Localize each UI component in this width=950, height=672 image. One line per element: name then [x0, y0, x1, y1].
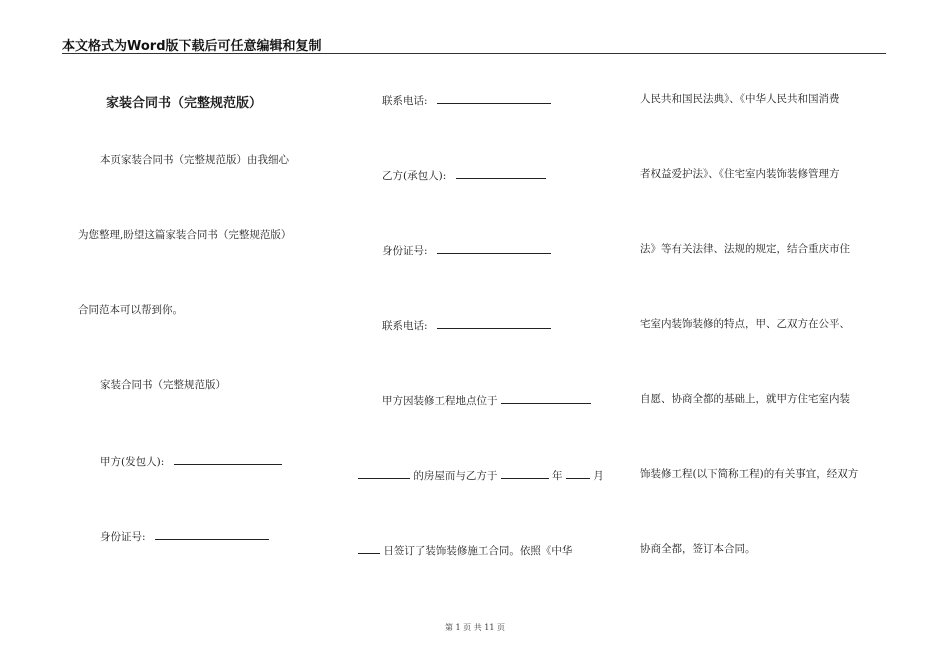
location-blank [501, 392, 591, 404]
party-a-label: 甲方(发包人): [100, 456, 165, 468]
sign-text: 日签订了装饰装修施工合同。依照《中华 [383, 545, 573, 557]
location-label: 甲方因装修工程地点位于 [382, 395, 498, 407]
month-label: 月 [593, 470, 604, 482]
law-line-1: 人民共和国民法典》、《中华人民共和国消费 [640, 93, 840, 105]
sign-row [358, 542, 572, 558]
document-header [62, 35, 886, 54]
date-row [358, 467, 604, 483]
law-line-7: 协商全都，签订本合同。 [640, 543, 756, 555]
party-b-id-label: 身份证号: [382, 245, 428, 257]
location-row [382, 392, 591, 408]
party-b-phone-row [382, 317, 551, 333]
party-a-blank [174, 453, 282, 465]
party-b-id-blank [437, 242, 551, 254]
address-blank [358, 467, 410, 479]
day-blank [358, 542, 380, 554]
party-a-row [100, 453, 282, 469]
party-a-phone-blank [437, 92, 551, 104]
law-line-2: 者权益爱护法》、《住宅室内装饰装修管理方 [640, 168, 840, 180]
year-blank [501, 467, 549, 479]
party-a-phone-row [382, 92, 551, 108]
intro-line-3: 合同范本可以帮到你。 [78, 304, 183, 316]
date-label-a: 的房屋而与乙方于 [413, 470, 498, 482]
subtitle: 家装合同书（完整规范版） [100, 379, 226, 391]
month-blank [566, 467, 590, 479]
law-line-6: 饰装修工程(以下简称工程)的有关事宜，经双方 [640, 468, 859, 480]
intro-line-2: 为您整理,盼望这篇家装合同书（完整规范版） [78, 229, 292, 241]
party-b-phone-label: 联系电话: [382, 320, 428, 332]
law-line-5: 自愿、协商全都的基础上，就甲方住宅室内装 [640, 393, 850, 405]
law-line-3: 法》等有关法律、法规的规定，结合重庆市住 [640, 243, 850, 255]
party-a-id-label: 身份证号: [100, 531, 146, 543]
page-footer: 第 1 页 共 11 页 [445, 623, 505, 632]
party-b-label: 乙方(承包人): [382, 170, 447, 182]
law-line-4: 宅室内装饰装修的特点，甲、乙双方在公平、 [640, 318, 850, 330]
party-b-phone-blank [437, 317, 551, 329]
contract-title: 家装合同书（完整规范版） [106, 96, 263, 111]
party-b-id-row [382, 242, 551, 258]
party-a-id-row [100, 528, 269, 544]
party-a-id-blank [155, 528, 269, 540]
year-label: 年 [552, 470, 563, 482]
party-a-phone-label: 联系电话: [382, 95, 428, 107]
intro-line-1: 本页家装合同书（完整规范版）由我细心 [100, 154, 289, 166]
header-text: 本文格式为Word版下载后可任意编辑和复制 [62, 39, 322, 54]
party-b-row [382, 167, 546, 183]
party-b-blank [456, 167, 546, 179]
